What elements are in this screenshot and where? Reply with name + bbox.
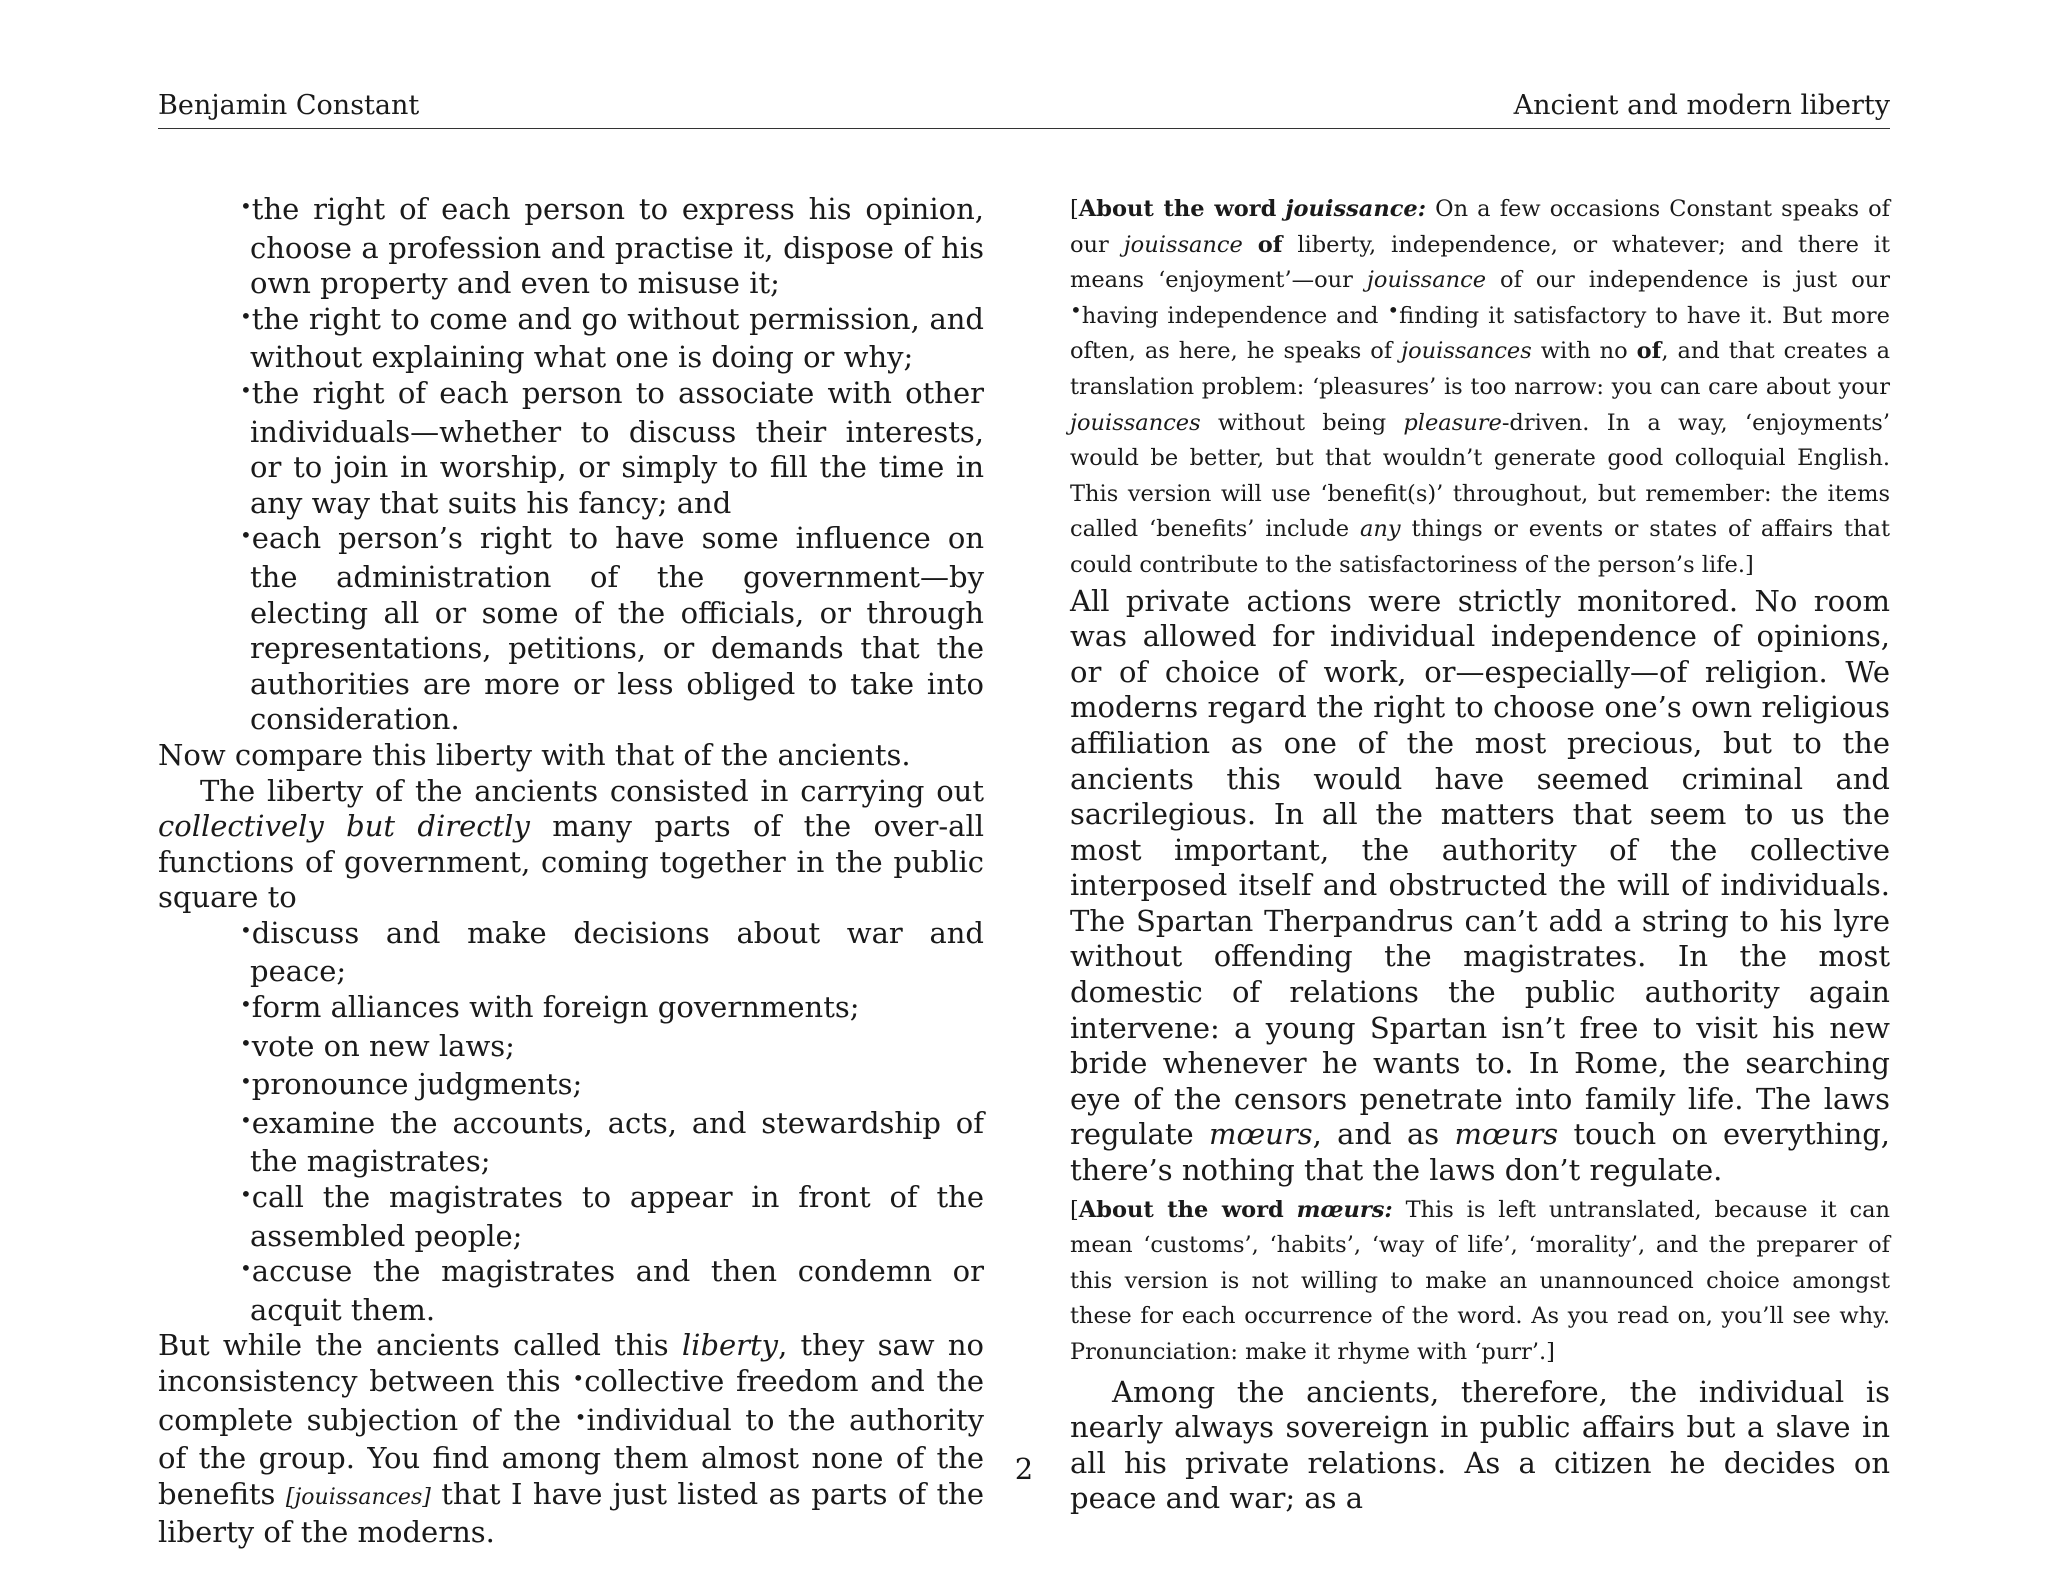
private-actions-paragraph: All private actions were strictly monitored. No room was allowed for individual independence of opinions, or of choice of work, or—especially—of religion. We moderns regard the right to choose one’s own religious affiliation as one of the most precious, but to the ancients this would have seemed criminal and sacrilegious. In all the matters that seem to us the most important, the authority of the collective interposed itself and obstructed the will of individuals. The Spartan Therpandrus can’t add a string to his lyre without offending the magistrates. In the most domestic of relations the public authority again intervene: a young Spartan isn’t free to visit his new bride whenever he wants to. In Rome, the searching eye of the censors penetrate into family life. The laws regulate mœurs, and as mœurs touch on everything, there’s nothing that the laws don’t regulate. xyxy=(1070,583,1891,1188)
bullet-icon: • xyxy=(240,194,252,218)
bullet-icon: • xyxy=(572,1366,585,1390)
bullet-icon: • xyxy=(240,992,252,1017)
page-number: 2 xyxy=(1014,1452,1034,1486)
ancient-liberty-list xyxy=(158,916,984,1329)
bullet-icon: • xyxy=(240,1182,252,1207)
but-paragraph: But while the ancients called this liberty, they saw no inconsistency between this •collective freedom and the complete subjection of the •individual to the authority of the group. You find among them almost none of the benefits [jouissances] that I have just listed as parts of the liberty of the moderns. xyxy=(158,1328,985,1550)
right-column xyxy=(1070,192,1890,1517)
left-column xyxy=(158,192,984,1551)
list-item: •vote on new laws; xyxy=(240,1028,515,1063)
running-header xyxy=(158,90,1890,129)
list-item: •each person’s right to have some influence on the administration of the government—by electing all or some of the officials, or through representations, petitions, or demands that the authorities are more or less obliged to take into consideration. xyxy=(240,521,984,737)
bullet-icon: • xyxy=(240,1256,252,1281)
jouissance-note: [About the word jouissance: On a few occasions Constant speaks of our jouissance of liberty, independence, or whatever; and there it means ‘enjoyment’—our jouissance of our independence is just our •having independence and •finding it satisfactory to have it. But more often, as here, he speaks of jouissances with no of, and that creates a translation problem: ‘pleasures’ is too narrow: you can care about your jouissances without being pleasure-driven. In a way, ‘enjoyments’ would be better, but that wouldn’t generate good colloquial English. This version will use ‘benefit(s)’ throughout, but remember: the items called ‘benefits’ include any things or events or states of affairs that could contribute to the satisfactoriness of the person’s life.] xyxy=(1070,196,1891,578)
bullet-icon: • xyxy=(240,303,252,328)
bullet-icon: • xyxy=(1387,297,1400,322)
compare-sentence: Now compare this liberty with that of the ancients. xyxy=(158,737,911,772)
list-item: •examine the accounts, acts, and stewardship of the magistrates; xyxy=(240,1105,984,1179)
bullet-icon: • xyxy=(240,917,252,942)
list-item: •call the magistrates to appear in front of the assembled people; xyxy=(240,1180,984,1253)
list-item: •the right to come and go without permission, and without explaining what one is doing or why; xyxy=(240,301,984,375)
bullet-icon: • xyxy=(240,1069,252,1094)
list-item: •the right of each person to express his opinion, choose a profession and practise it, dispose of his own property and even to misuse it; xyxy=(240,192,984,301)
bullet-icon: • xyxy=(240,1107,252,1132)
list-item: •the right of each person to associate with other individuals—whether to discuss their interests, or to join in worship, or simply to fill the time in any way that suits his fancy; and xyxy=(240,375,984,520)
moeurs-note: [About the word mœurs: This is left untranslated, because it can mean ‘customs’, ‘habits’, ‘way of life’, ‘morality’, and the preparer of this version is not willing to make an unannounced choice amongst these for each occurrence of the word. As you read on, you’ll see why. Pronunciation: make it rhyme with ‘purr’.] xyxy=(1070,1196,1890,1365)
bullet-icon: • xyxy=(574,1404,587,1429)
header-title: Ancient and modern liberty xyxy=(1513,90,1890,121)
ancients-paragraph: The liberty of the ancients consisted in carrying out collectively but directly many parts of the over-all functions of government, coming together in the public square to xyxy=(158,773,984,915)
bullet-icon: • xyxy=(240,523,252,548)
list-item: •discuss and make decisions about war and peace; xyxy=(240,915,984,989)
list-item: •accuse the magistrates and then condemn or acquit them. xyxy=(240,1254,984,1327)
list-item: •pronounce judgments; xyxy=(240,1067,583,1102)
bullet-icon: • xyxy=(240,1030,252,1055)
bullet-icon: • xyxy=(240,377,252,402)
bullet-icon: • xyxy=(1070,297,1082,322)
list-item: •form alliances with foreign governments; xyxy=(240,990,860,1025)
header-author: Benjamin Constant xyxy=(158,90,420,121)
sovereign-paragraph: Among the ancients, therefore, the individual is nearly always sovereign in public affairs but a slave in all his private relations. As a citizen he decides on peace and war; as a xyxy=(1070,1374,1890,1516)
modern-liberty-list xyxy=(158,192,984,738)
